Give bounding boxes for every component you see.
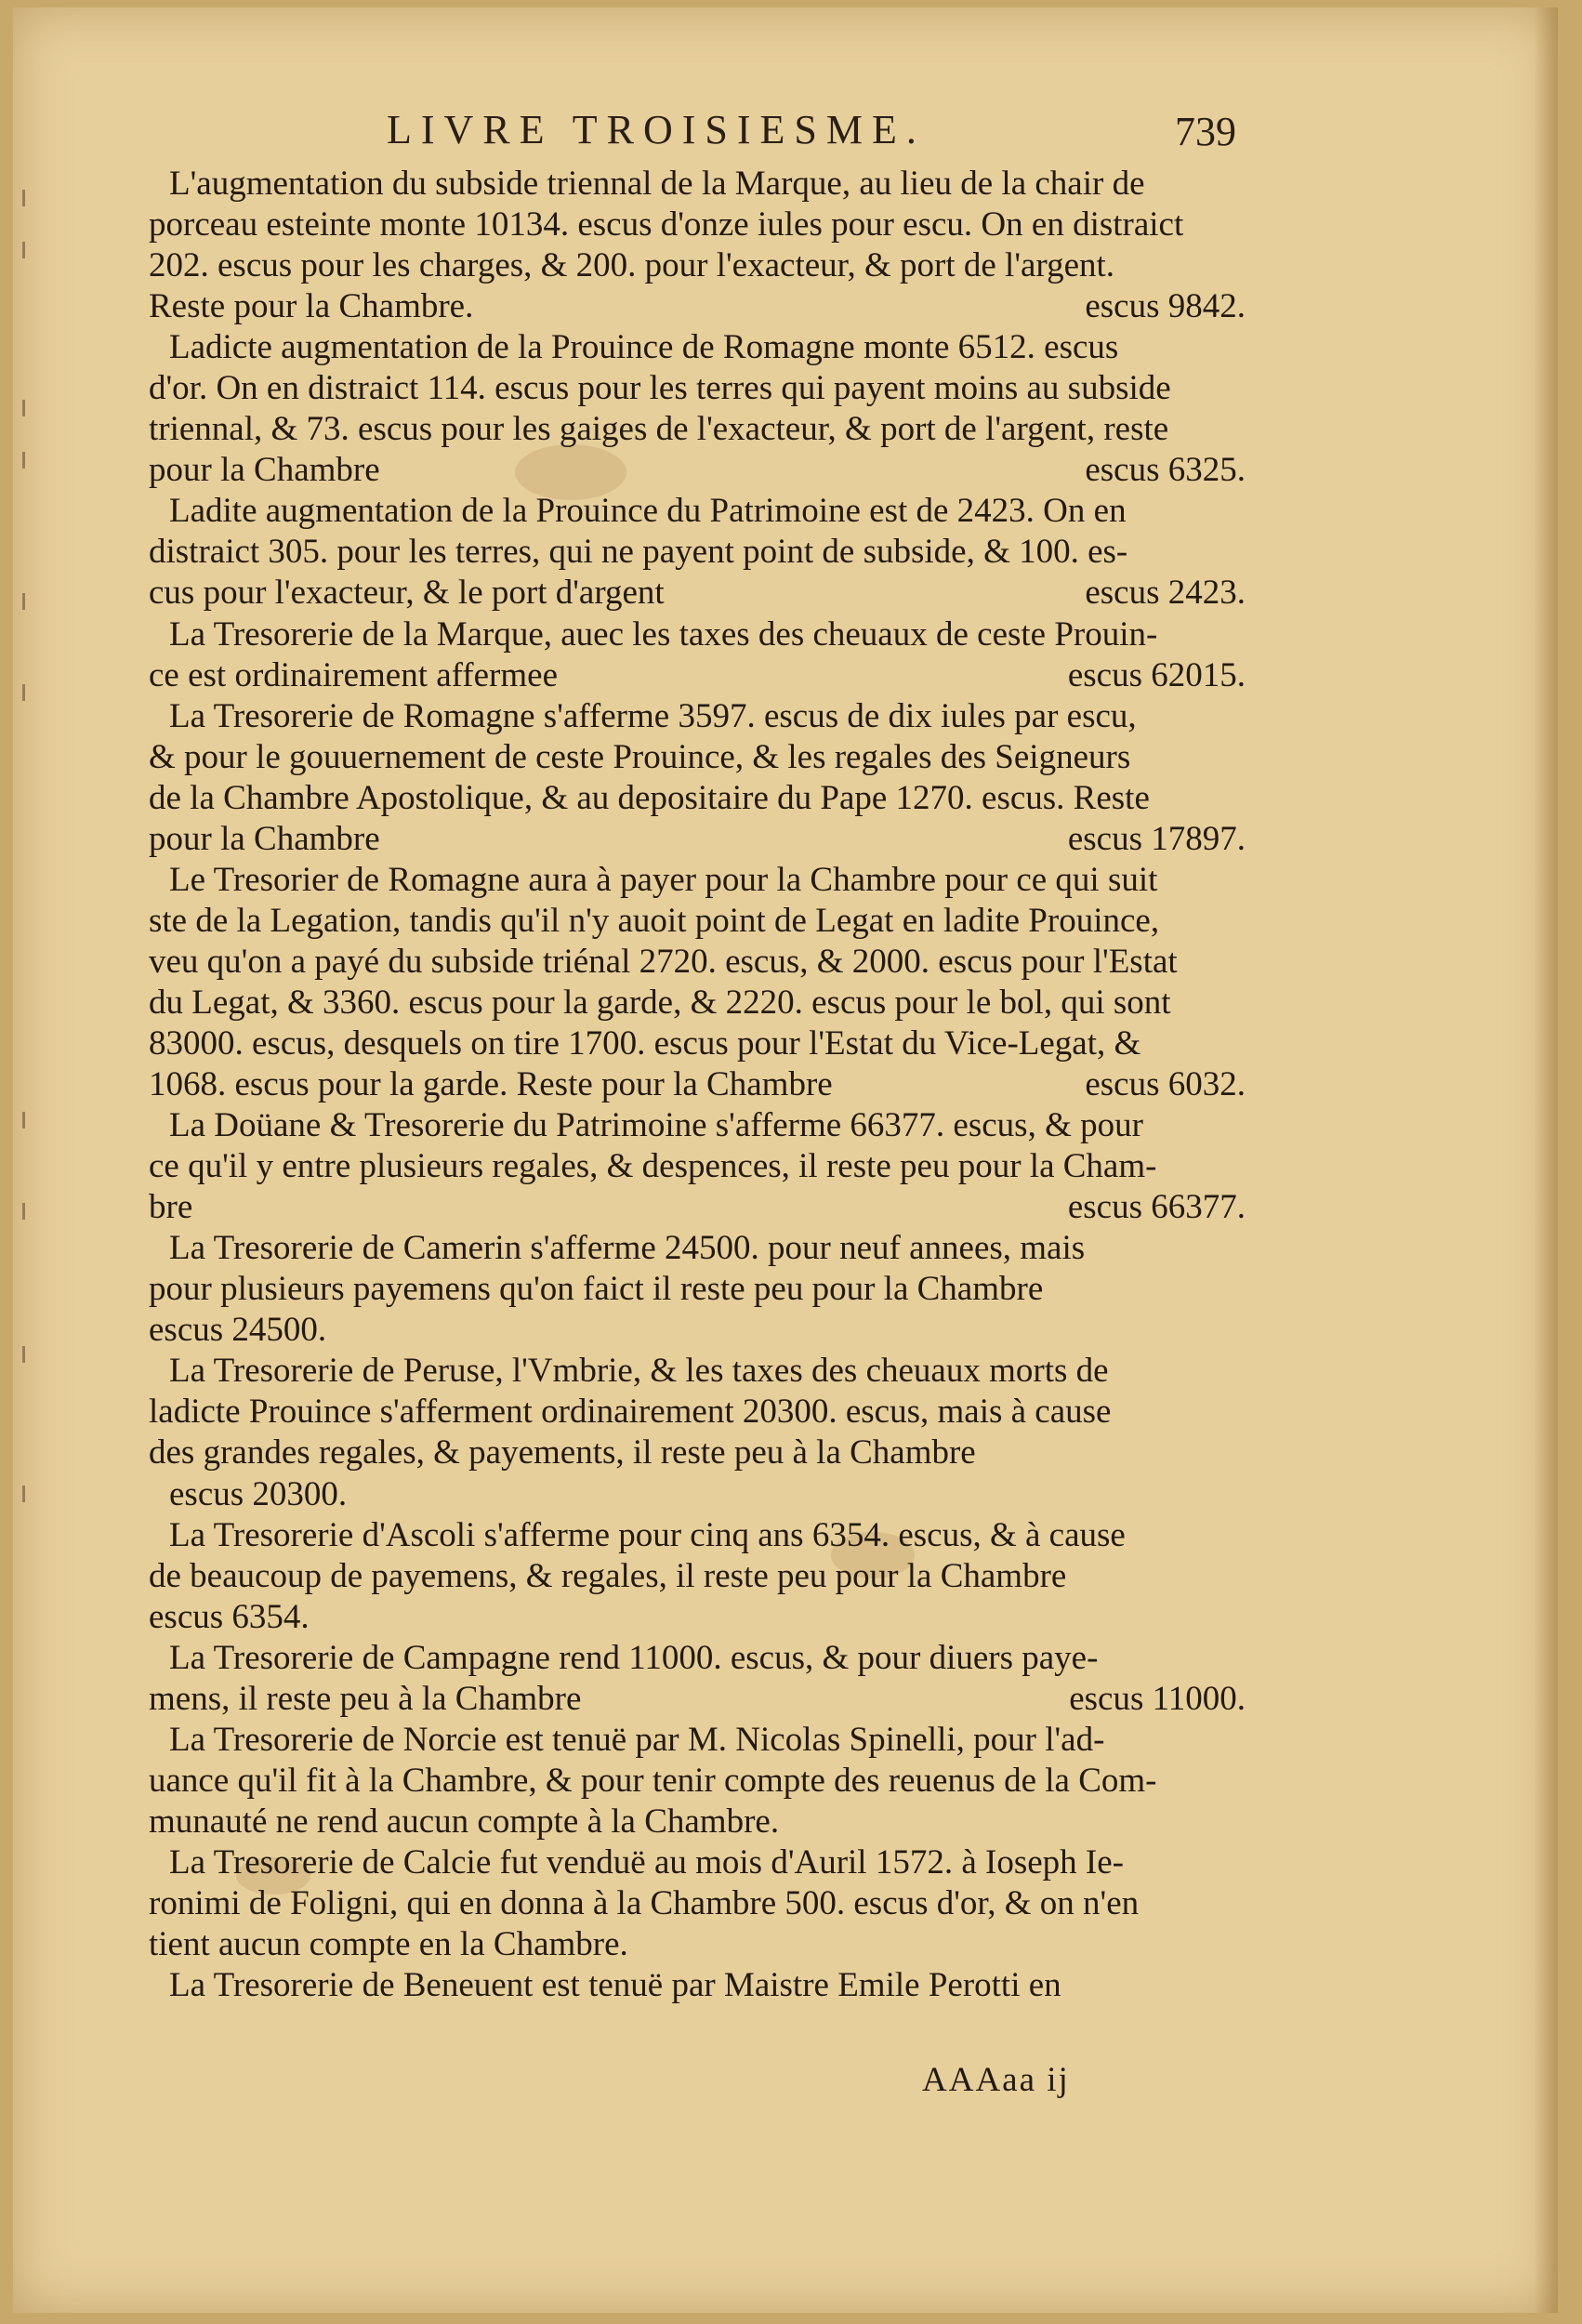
line-text: La Doüane & Tresorerie du Patrimoine s'afferme 66377. escus, & pour [169,1106,1143,1145]
text-line [149,860,1264,901]
line-text: ladicte Prouince s'afferment ordinairement 20300. escus, mais à cause [149,1393,1112,1432]
text-line [149,1883,1264,1924]
line-text: La Tresorerie de Camerin s'afferme 24500. pour neuf annees, mais [169,1229,1086,1268]
line-text: La Tresorerie de Campagne rend 11000. escus, & pour diuers paye- [169,1638,1099,1677]
text-line [149,1597,1264,1638]
text-line [149,819,1264,860]
text-line [149,1187,1264,1228]
margin-mark [22,684,25,701]
line-amount: escus 17897. [1067,819,1246,858]
margin-mark [22,1112,25,1129]
line-text: La Tresorerie de Beneuent est tenuë par Maistre Emile Perotti en [169,1966,1061,2005]
line-text: pour plusieurs payemens qu'on faict il reste peu pour la Chambre [149,1270,1044,1309]
page-number: 739 [1175,109,1236,154]
line-amount: escus 2423. [1085,574,1246,613]
line-text: escus 6354. [149,1597,310,1636]
line-text: La Tresorerie de Peruse, l'Vmbrie, & les taxes des cheuaux morts de [169,1352,1109,1391]
margin-mark [22,190,25,206]
line-text: mens, il reste peu à la Chambre [149,1679,582,1718]
body-text [149,164,1264,2006]
text-line [149,1761,1264,1802]
line-text: ce qu'il y entre plusieurs regales, & despences, il reste peu pour la Cham- [149,1147,1157,1186]
line-text: uance qu'il fit à la Chambre, & pour tenir compte des reuenus de la Com- [149,1761,1157,1800]
line-text: pour la Chambre [149,451,380,490]
margin-mark [22,452,25,469]
text-line [149,573,1264,614]
line-amount: escus 6325. [1085,451,1246,490]
line-text: d'or. On en distraict 114. escus pour les terres qui payent moins au subside [149,369,1171,408]
line-text: Reste pour la Chambre. [149,287,474,326]
line-text: porceau esteinte monte 10134. escus d'onze iules pour escu. On en distraict [149,205,1184,244]
margin-mark [22,1486,25,1502]
line-text: de la Chambre Apostolique, & au depositaire du Pape 1270. escus. Reste [149,778,1150,817]
line-text: escus 24500. [149,1311,327,1350]
text-line [149,327,1264,368]
line-text: pour la Chambre [149,819,380,858]
line-amount: escus 66377. [1067,1188,1246,1227]
text-line [149,1064,1264,1105]
line-text: du Legat, & 3360. escus pour la garde, & 2220. escus pour le bol, qui sont [149,983,1171,1022]
line-text: de beaucoup de payemens, & regales, il reste peu pour la Chambre [149,1556,1067,1595]
line-text: 1068. escus pour la garde. Reste pour la Chambre [149,1065,833,1104]
text-line [149,1392,1264,1433]
text-line [149,1433,1264,1473]
line-text: escus 20300. [169,1474,348,1513]
line-amount: escus 6032. [1085,1065,1246,1104]
running-title: LIVRE TROISIESME. [387,107,926,152]
line-text: des grandes regales, & payements, il reste peu à la Chambre [149,1433,976,1472]
margin-mark [22,400,25,416]
line-text: L'augmentation du subside triennal de la Marque, au lieu de la chair de [169,165,1145,203]
text-line [149,1679,1264,1720]
line-text: cus pour l'exacteur, & le port d'argent [149,574,665,613]
text-line [149,942,1264,983]
line-text: ronimi de Foligni, qui en donna à la Chambre 500. escus d'or, & on n'en [149,1883,1140,1922]
line-text: La Tresorerie de Calcie fut venduë au mois d'Auril 1572. à Ioseph Ie- [169,1842,1124,1882]
line-amount: escus 9842. [1085,287,1246,326]
line-amount: escus 11000. [1069,1679,1246,1718]
text-line [149,1515,1264,1556]
text-line [149,491,1264,532]
text-line [149,1842,1264,1883]
line-text: La Tresorerie d'Ascoli s'afferme pour cinq ans 6354. escus, & à cause [169,1515,1126,1554]
line-text: ste de la Legation, tandis qu'il n'y auoit point de Legat en ladite Prouince, [149,901,1160,940]
line-text: ce est ordinairement affermee [149,655,558,694]
line-text: La Tresorerie de Norcie est tenuë par M. Nicolas Spinelli, pour l'ad- [169,1720,1105,1759]
text-line [149,532,1264,573]
text-line [149,1269,1264,1310]
line-text: La Tresorerie de Romagne s'afferme 3597. escus de dix iules par escu, [169,696,1137,735]
signature-mark: AAAaa ij [922,2061,1070,2099]
text-line [149,983,1264,1023]
margin-mark [22,1203,25,1220]
line-text: bre [149,1188,193,1227]
line-text: Le Tresorier de Romagne aura à payer pour la Chambre pour ce qui suit [169,860,1158,899]
text-line [149,696,1264,737]
page-edge-shadow [1534,7,1558,2313]
text-line [149,901,1264,942]
page-header [13,100,1558,156]
text-line [149,1310,1264,1351]
text-line [149,164,1264,205]
text-line [149,1638,1264,1679]
text-line [149,1023,1264,1064]
text-line [149,450,1264,491]
text-line [149,1351,1264,1392]
book-page [13,7,1558,2313]
line-text: triennal, & 73. escus pour les gaiges de l'exacteur, & port de l'argent, reste [149,410,1169,449]
line-text: distraict 305. pour les terres, qui ne payent point de subside, & 100. es- [149,533,1128,572]
line-text: veu qu'on a payé du subside triénal 2720. escus, & 2000. escus pour l'Estat [149,942,1178,981]
line-text: tient aucun compte en la Chambre. [149,1925,628,1964]
line-text: & pour le gouuernement de ceste Prouince, & les regales des Seigneurs [149,737,1131,776]
line-text: Ladite augmentation de la Prouince du Patrimoine est de 2423. On en [169,492,1127,531]
text-line [149,737,1264,778]
text-line [149,1228,1264,1269]
margin-mark [22,593,25,610]
text-line [149,1474,1264,1515]
text-line [149,368,1264,409]
text-line [149,409,1264,450]
line-text: 83000. escus, desquels on tire 1700. escus pour l'Estat du Vice-Legat, & [149,1023,1141,1063]
text-line [149,205,1264,245]
text-line [149,614,1264,655]
line-text: munauté ne rend aucun compte à la Chambre. [149,1802,780,1841]
text-line [149,1965,1264,2006]
text-line [149,286,1264,327]
margin-mark [22,1346,25,1363]
line-text: Ladicte augmentation de la Prouince de Romagne monte 6512. escus [169,328,1119,367]
line-text: La Tresorerie de la Marque, auec les taxes des cheuaux de ceste Prouin- [169,614,1158,654]
line-amount: escus 62015. [1067,655,1246,694]
line-text: 202. escus pour les charges, & 200. pour l'exacteur, & port de l'argent. [149,246,1115,285]
text-line [149,1556,1264,1597]
text-line [149,1802,1264,1842]
text-line [149,1924,1264,1965]
text-line [149,245,1264,286]
text-line [149,778,1264,819]
text-line [149,1720,1264,1761]
margin-mark [22,242,25,258]
text-line [149,655,1264,696]
text-line [149,1146,1264,1187]
text-line [149,1105,1264,1146]
